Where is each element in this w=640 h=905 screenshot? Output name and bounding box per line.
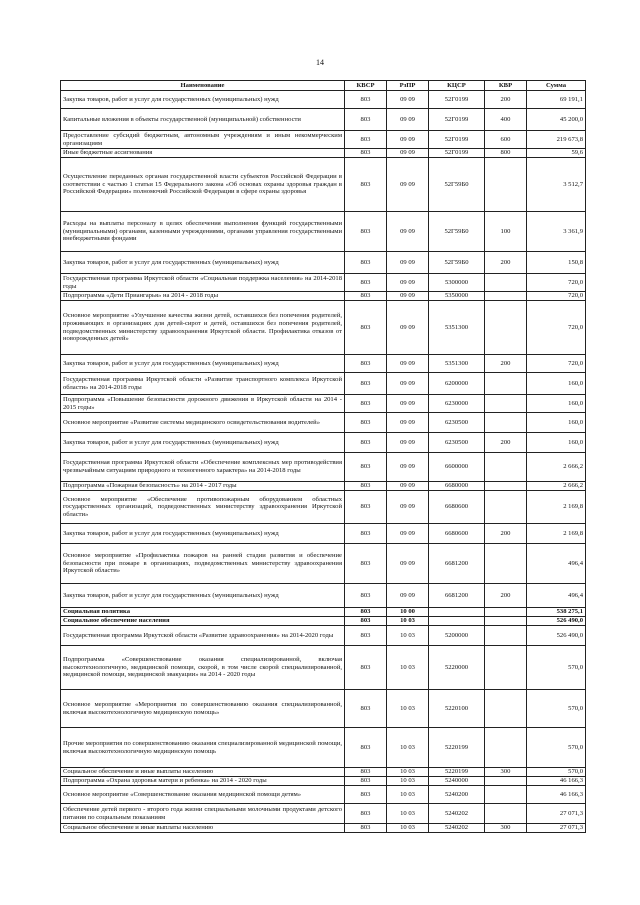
cell-rzpr: 09 09 [387, 274, 429, 292]
cell-name: Социальное обеспечение населения [61, 617, 345, 626]
cell-rzpr: 09 09 [387, 212, 429, 252]
cell-kvsr: 803 [345, 158, 387, 212]
cell-rzpr: 10 03 [387, 768, 429, 777]
cell-kvr [485, 786, 527, 804]
cell-kvr [485, 413, 527, 433]
table-row [61, 109, 586, 131]
cell-sum: 2 169,8 [527, 524, 586, 544]
page-number: 14 [316, 58, 324, 67]
cell-kvsr: 803 [345, 617, 387, 626]
cell-kvsr: 803 [345, 544, 387, 584]
cell-sum: 538 275,1 [527, 608, 586, 617]
cell-sum: 526 490,0 [527, 626, 586, 646]
cell-kvsr: 803 [345, 212, 387, 252]
cell-kcsr: 52Г59Б0 [429, 158, 485, 212]
cell-rzpr: 09 09 [387, 482, 429, 491]
cell-rzpr: 09 09 [387, 149, 429, 158]
cell-name: Основное мероприятие «Развитие системы медицинского освидетельствования водителей» [61, 413, 345, 433]
cell-name: Подпрограмма «Пожарная безопасность» на 2014 - 2017 годы [61, 482, 345, 491]
cell-name: Подпрограмма «Повышение безопасности дорожного движения в Иркутской области на 2014 - 2015 годы» [61, 395, 345, 413]
table-row [61, 149, 586, 158]
cell-rzpr: 09 09 [387, 355, 429, 373]
cell-name: Закупка товаров, работ и услуг для государственных (муниципальных) нужд [61, 584, 345, 608]
cell-name: Подпрограмма «Совершенствование оказания специализированной, включая высокотехнологичную, медицинской помощи, скорой, в том числе скорой специализированной, медицинской помощи, медицинской эвакуации» на 2014 - 2020 годы [61, 646, 345, 690]
cell-sum: 570,0 [527, 728, 586, 768]
cell-kcsr: 5240000 [429, 777, 485, 786]
cell-kcsr: 5351300 [429, 355, 485, 373]
cell-name: Подпрограмма «Дети Приангарья» на 2014 - 2018 годы [61, 292, 345, 301]
cell-rzpr: 10 03 [387, 786, 429, 804]
cell-sum: 496,4 [527, 584, 586, 608]
cell-kvsr: 803 [345, 453, 387, 482]
cell-kvsr: 803 [345, 91, 387, 109]
table-row [61, 91, 586, 109]
cell-sum: 27 071,3 [527, 804, 586, 824]
cell-rzpr: 09 09 [387, 131, 429, 149]
cell-name: Государственная программа Иркутской области «Развитие транспортного комплекса Иркутской области» на 2014-2018 годы [61, 373, 345, 395]
cell-rzpr: 10 00 [387, 608, 429, 617]
cell-kvsr: 803 [345, 413, 387, 433]
cell-kcsr [429, 617, 485, 626]
cell-rzpr: 09 09 [387, 584, 429, 608]
cell-kvr [485, 158, 527, 212]
cell-kvsr: 803 [345, 482, 387, 491]
cell-kvr [485, 453, 527, 482]
cell-kcsr: 6230500 [429, 433, 485, 453]
table-row [61, 544, 586, 584]
cell-kcsr: 6230500 [429, 413, 485, 433]
cell-sum: 3 512,7 [527, 158, 586, 212]
header-sum: Сумма [527, 81, 586, 91]
table-row [61, 617, 586, 626]
cell-rzpr: 09 09 [387, 91, 429, 109]
cell-rzpr: 09 09 [387, 373, 429, 395]
budget-table [60, 80, 586, 833]
cell-rzpr: 09 09 [387, 453, 429, 482]
cell-rzpr: 09 09 [387, 544, 429, 584]
table-row [61, 584, 586, 608]
cell-name: Закупка товаров, работ и услуг для государственных (муниципальных) нужд [61, 91, 345, 109]
cell-sum: 720,0 [527, 292, 586, 301]
cell-kcsr: 5350000 [429, 292, 485, 301]
cell-kcsr: 5200000 [429, 626, 485, 646]
cell-kvsr: 803 [345, 626, 387, 646]
cell-kvsr: 803 [345, 524, 387, 544]
cell-kvsr: 803 [345, 491, 387, 524]
cell-kvr: 200 [485, 252, 527, 274]
table-header-row [61, 81, 586, 91]
cell-rzpr: 10 03 [387, 728, 429, 768]
cell-rzpr: 10 03 [387, 646, 429, 690]
cell-sum: 46 166,3 [527, 786, 586, 804]
cell-kvsr: 803 [345, 131, 387, 149]
cell-rzpr: 09 09 [387, 109, 429, 131]
header-kcsr: КЦСР [429, 81, 485, 91]
cell-name: Основное мероприятие «Профилактика пожаров на ранней стадии развития и обеспечение безопасности при пожаре в организациях, подведомственных министерству здравоохранения Иркутской области» [61, 544, 345, 584]
cell-kvr [485, 292, 527, 301]
cell-kvr: 200 [485, 433, 527, 453]
cell-kvr: 300 [485, 768, 527, 777]
cell-name: Государственная программа Иркутской области «Развитие здравоохранения» на 2014-2020 годы [61, 626, 345, 646]
cell-rzpr: 10 03 [387, 626, 429, 646]
cell-name: Капитальные вложения в объекты государственной (муниципальной) собственности [61, 109, 345, 131]
cell-kvsr: 803 [345, 149, 387, 158]
cell-sum: 720,0 [527, 355, 586, 373]
cell-name: Основное мероприятие «Улучшение качества жизни детей, оставшихся без попечения родителей, проживающих в организациях для детей-сирот и детей, оставшихся без попечения родителей, подведомственных министерству здравоохранения Иркутской области. Профилактика отказов от новорожденных детей» [61, 301, 345, 355]
cell-name: Расходы на выплаты персоналу в целях обеспечения выполнения функций государственными (муниципальными) органами, казенными учреждениями, органами управления государственными внебюджетными фондами [61, 212, 345, 252]
cell-kvr [485, 646, 527, 690]
cell-rzpr: 10 03 [387, 804, 429, 824]
table-row [61, 646, 586, 690]
cell-sum: 570,0 [527, 646, 586, 690]
cell-kcsr: 6681200 [429, 584, 485, 608]
cell-name: Социальное обеспечение и иные выплаты населению [61, 768, 345, 777]
cell-kvsr: 803 [345, 728, 387, 768]
cell-sum: 2 666,2 [527, 453, 586, 482]
table-row [61, 626, 586, 646]
table-row [61, 301, 586, 355]
cell-rzpr: 09 09 [387, 395, 429, 413]
cell-name: Государственная программа Иркутской области «Обеспечение комплексных мер противодействия чрезвычайным ситуациям природного и техногенного характера» на 2014-2018 годы [61, 453, 345, 482]
cell-rzpr: 09 09 [387, 292, 429, 301]
cell-kvr: 200 [485, 355, 527, 373]
cell-kvr [485, 482, 527, 491]
cell-sum: 160,0 [527, 373, 586, 395]
cell-kvr [485, 395, 527, 413]
cell-name: Подпрограмма «Охрана здоровья матери и ребенка» на 2014 - 2020 годы [61, 777, 345, 786]
cell-rzpr: 10 03 [387, 777, 429, 786]
cell-kvsr: 803 [345, 252, 387, 274]
table-row [61, 433, 586, 453]
cell-kcsr: 6200000 [429, 373, 485, 395]
table-row [61, 491, 586, 524]
cell-sum: 69 191,1 [527, 91, 586, 109]
cell-kcsr: 5351300 [429, 301, 485, 355]
cell-sum: 160,0 [527, 395, 586, 413]
table-row [61, 824, 586, 833]
cell-rzpr: 09 09 [387, 158, 429, 212]
cell-rzpr: 10 03 [387, 690, 429, 728]
cell-name: Основное мероприятие «Обеспечение противопожарным оборудованием областных государственных организаций, подведомственных министерству здравоохранения Иркутской области» [61, 491, 345, 524]
cell-kcsr: 6680600 [429, 491, 485, 524]
cell-kvsr: 803 [345, 690, 387, 728]
cell-kvsr: 803 [345, 608, 387, 617]
cell-kvr [485, 608, 527, 617]
table-row [61, 413, 586, 433]
table-row [61, 524, 586, 544]
cell-name: Закупка товаров, работ и услуг для государственных (муниципальных) нужд [61, 433, 345, 453]
table-row [61, 292, 586, 301]
cell-kcsr: 5220199 [429, 728, 485, 768]
cell-kcsr: 52Г0199 [429, 91, 485, 109]
cell-sum: 27 071,3 [527, 824, 586, 833]
cell-rzpr: 10 03 [387, 617, 429, 626]
cell-kvr: 200 [485, 524, 527, 544]
cell-kvr [485, 777, 527, 786]
cell-kcsr: 5220199 [429, 768, 485, 777]
cell-rzpr: 10 03 [387, 824, 429, 833]
table-row [61, 690, 586, 728]
table-row [61, 728, 586, 768]
cell-kvr: 400 [485, 109, 527, 131]
cell-kcsr: 5240200 [429, 786, 485, 804]
table-body [61, 91, 586, 833]
cell-kvr: 600 [485, 131, 527, 149]
cell-kcsr: 6230000 [429, 395, 485, 413]
cell-name: Закупка товаров, работ и услуг для государственных (муниципальных) нужд [61, 524, 345, 544]
cell-kvr [485, 690, 527, 728]
table-row [61, 373, 586, 395]
cell-sum: 219 673,8 [527, 131, 586, 149]
cell-kcsr [429, 608, 485, 617]
cell-sum: 570,0 [527, 690, 586, 728]
cell-kvr [485, 626, 527, 646]
cell-name: Предоставление субсидий бюджетным, автономным учреждениям и иным некоммерческим организациям [61, 131, 345, 149]
cell-kvsr: 803 [345, 824, 387, 833]
cell-sum: 46 166,3 [527, 777, 586, 786]
cell-kvr: 100 [485, 212, 527, 252]
header-rzpr: РзПР [387, 81, 429, 91]
cell-kcsr: 52Г0199 [429, 149, 485, 158]
cell-kvsr: 803 [345, 584, 387, 608]
cell-kvsr: 803 [345, 804, 387, 824]
cell-kvr [485, 274, 527, 292]
cell-kcsr: 5220000 [429, 646, 485, 690]
cell-rzpr: 09 09 [387, 413, 429, 433]
cell-name: Прочие мероприятия по совершенствованию оказания специализированной медицинской помощи, включая высокотехнологичную медицинскую помощь [61, 728, 345, 768]
cell-kvr [485, 491, 527, 524]
cell-kcsr: 52Г59Б0 [429, 212, 485, 252]
cell-kvr [485, 301, 527, 355]
table-row [61, 355, 586, 373]
table-row [61, 158, 586, 212]
cell-rzpr: 09 09 [387, 491, 429, 524]
table-row [61, 274, 586, 292]
cell-rzpr: 09 09 [387, 433, 429, 453]
cell-kcsr: 5300000 [429, 274, 485, 292]
cell-name: Иные бюджетные ассигнования [61, 149, 345, 158]
cell-name: Закупка товаров, работ и услуг для государственных (муниципальных) нужд [61, 252, 345, 274]
cell-kcsr: 52Г59Б0 [429, 252, 485, 274]
cell-kvsr: 803 [345, 109, 387, 131]
table-row [61, 777, 586, 786]
cell-rzpr: 09 09 [387, 301, 429, 355]
cell-sum: 160,0 [527, 433, 586, 453]
cell-rzpr: 09 09 [387, 252, 429, 274]
cell-sum: 45 200,0 [527, 109, 586, 131]
cell-kcsr: 52Г0199 [429, 109, 485, 131]
cell-sum: 3 361,9 [527, 212, 586, 252]
cell-kvr [485, 728, 527, 768]
cell-kvsr: 803 [345, 373, 387, 395]
cell-sum: 570,0 [527, 768, 586, 777]
cell-kvr [485, 373, 527, 395]
cell-kvr: 200 [485, 91, 527, 109]
cell-kvr: 800 [485, 149, 527, 158]
cell-name: Обеспечение детей первого - второго года жизни специальными молочными продуктами детского питания по социальным показаниям [61, 804, 345, 824]
cell-kvsr: 803 [345, 301, 387, 355]
cell-sum: 2 666,2 [527, 482, 586, 491]
cell-kcsr: 5220100 [429, 690, 485, 728]
table-row [61, 768, 586, 777]
table-row [61, 804, 586, 824]
cell-kcsr: 6600000 [429, 453, 485, 482]
cell-sum: 496,4 [527, 544, 586, 584]
cell-kvr: 200 [485, 584, 527, 608]
cell-kcsr: 6680000 [429, 482, 485, 491]
cell-kvr [485, 617, 527, 626]
table-row [61, 786, 586, 804]
cell-name: Государственная программа Иркутской области «Социальная поддержка населения» на 2014-2018 годы [61, 274, 345, 292]
table-row [61, 252, 586, 274]
cell-kcsr: 5240202 [429, 804, 485, 824]
cell-sum: 150,8 [527, 252, 586, 274]
header-name: Наименование [61, 81, 345, 91]
cell-kvsr: 803 [345, 292, 387, 301]
header-kvsr: КВСР [345, 81, 387, 91]
cell-kvsr: 803 [345, 274, 387, 292]
cell-kvsr: 803 [345, 395, 387, 413]
cell-name: Закупка товаров, работ и услуг для государственных (муниципальных) нужд [61, 355, 345, 373]
cell-name: Социальная политика [61, 608, 345, 617]
table-row [61, 395, 586, 413]
cell-sum: 2 169,8 [527, 491, 586, 524]
cell-kvsr: 803 [345, 355, 387, 373]
cell-rzpr: 09 09 [387, 524, 429, 544]
cell-kcsr: 6680600 [429, 524, 485, 544]
cell-kvr [485, 544, 527, 584]
cell-kcsr: 6681200 [429, 544, 485, 584]
cell-name: Осуществление переданных органам государственной власти субъектов Российской Федерации в соответствии с частью 1 статьи 15 Федерального закона «Об основах охраны здоровья граждан в Российской Федерации» полномочий Российской Федерации в сфере охраны здоровья [61, 158, 345, 212]
cell-name: Основное мероприятие «Совершенствование оказания медицинской помощи детям» [61, 786, 345, 804]
table-row [61, 453, 586, 482]
cell-kcsr: 5240202 [429, 824, 485, 833]
cell-sum: 720,0 [527, 301, 586, 355]
table-row [61, 131, 586, 149]
cell-sum: 160,0 [527, 413, 586, 433]
header-kvr: КВР [485, 81, 527, 91]
table-row [61, 608, 586, 617]
cell-sum: 526 490,0 [527, 617, 586, 626]
cell-kvsr: 803 [345, 786, 387, 804]
table-row [61, 212, 586, 252]
cell-sum: 59,6 [527, 149, 586, 158]
cell-kvsr: 803 [345, 646, 387, 690]
cell-kvr [485, 804, 527, 824]
cell-kvsr: 803 [345, 433, 387, 453]
cell-name: Основное мероприятие «Мероприятия по совершенствованию оказания специализированной, включая высокотехнологичную медицинскую помощь» [61, 690, 345, 728]
cell-kvsr: 803 [345, 768, 387, 777]
cell-name: Социальное обеспечение и иные выплаты населению [61, 824, 345, 833]
cell-kcsr: 52Г0199 [429, 131, 485, 149]
cell-sum: 720,0 [527, 274, 586, 292]
table-row [61, 482, 586, 491]
cell-kvsr: 803 [345, 777, 387, 786]
cell-kvr: 300 [485, 824, 527, 833]
